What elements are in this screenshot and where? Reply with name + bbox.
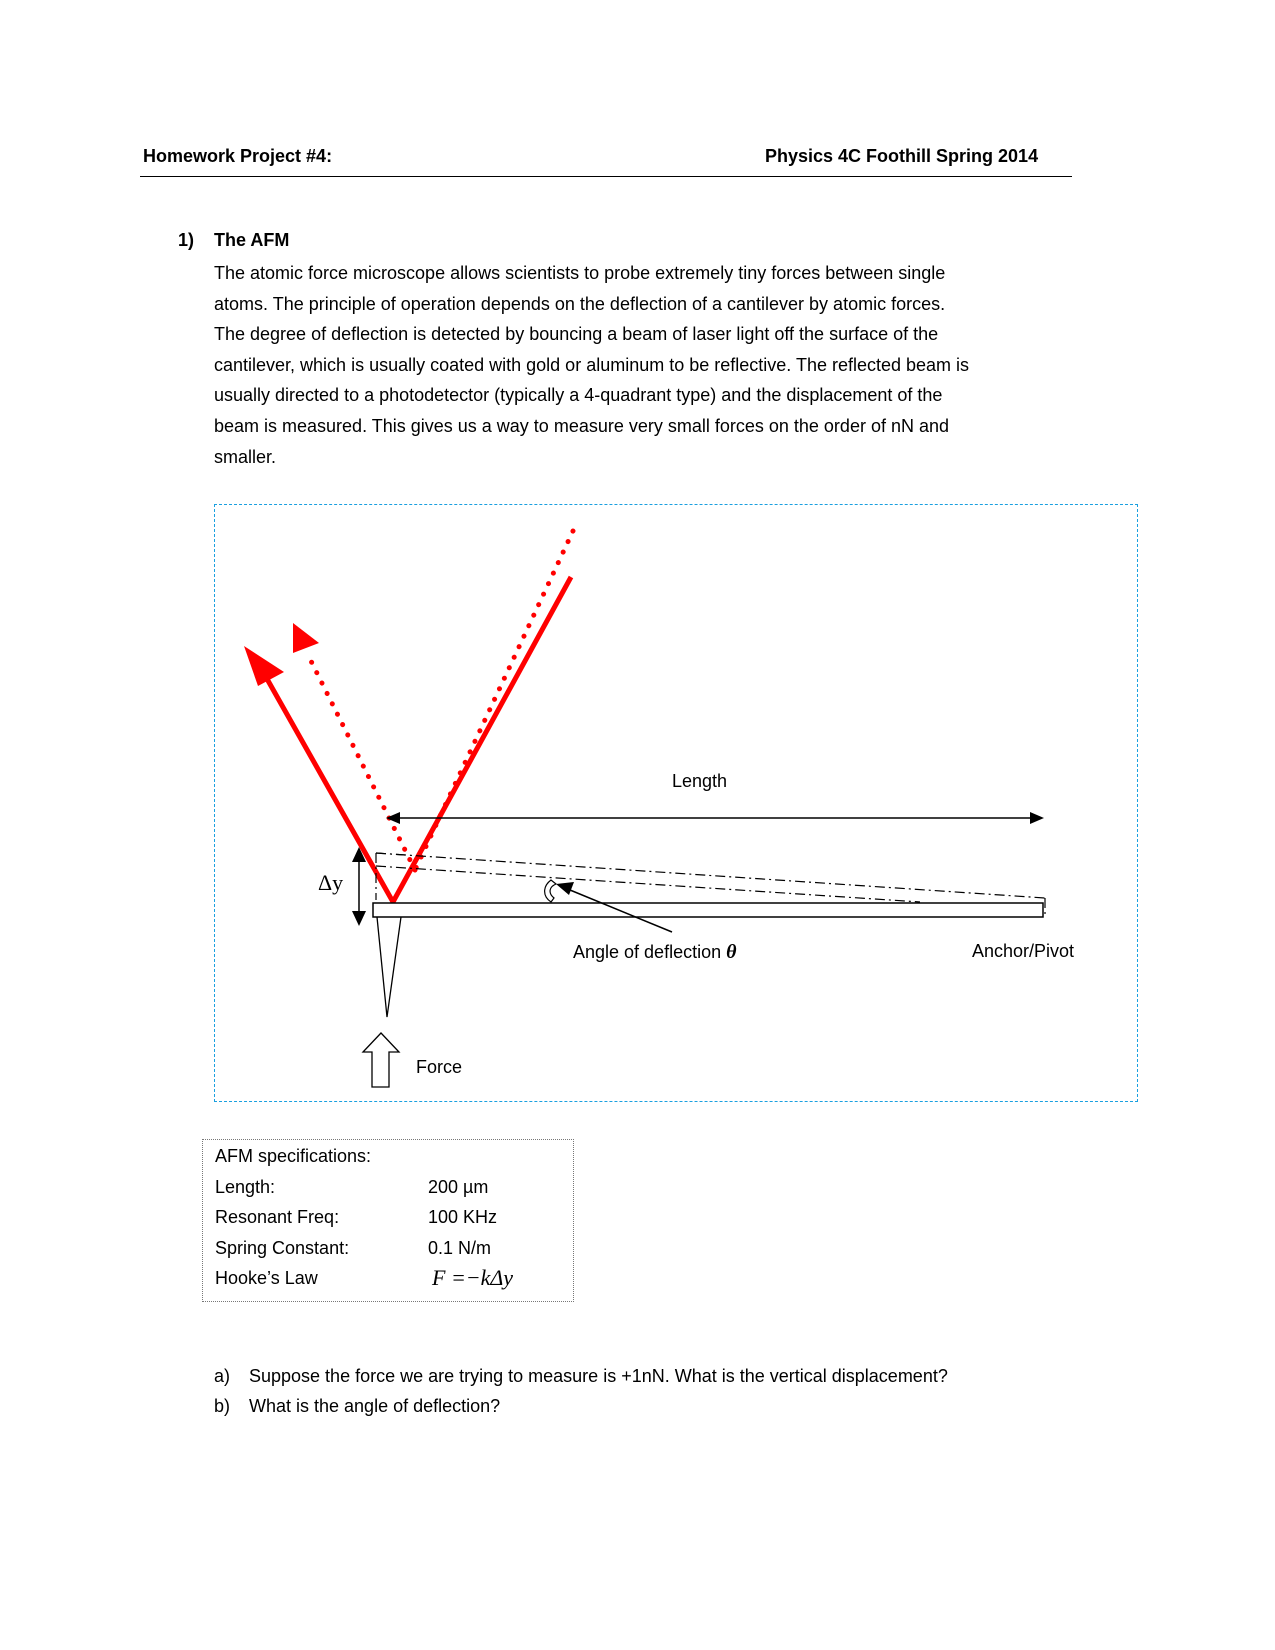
paragraph-line: beam is measured. This gives us a way to measure very small forces on the order of nN and	[214, 415, 950, 436]
header-right-title: Physics 4C Foothill Spring 2014	[765, 146, 1039, 166]
anchor-pivot-label: Anchor/Pivot	[972, 941, 1075, 961]
paragraph-line: The atomic force microscope allows scientists to probe extremely tiny forces between single	[214, 263, 946, 283]
spec-label-resonant-freq: Resonant Freq:	[215, 1207, 340, 1227]
paragraph-line: The degree of deflection is detected by bouncing a beam of laser light off the surface of the	[214, 324, 939, 345]
specs-title: AFM specifications:	[215, 1146, 372, 1166]
subquestion-a	[214, 1366, 948, 1387]
arrow-right-icon	[1030, 812, 1044, 824]
spec-label-spring-constant: Spring Constant:	[215, 1238, 350, 1258]
force-label: Force	[416, 1057, 463, 1077]
spec-label-length: Length:	[215, 1177, 276, 1197]
paragraph-line: cantilever, which is usually coated with gold or aluminum to be reflective. The reflected beam is	[214, 354, 970, 375]
spec-label-hookes-law: Hooke’s Law	[215, 1268, 318, 1288]
pointer-arrowhead-icon	[556, 882, 574, 895]
spec-value-spring-constant: 0.1 N/m	[428, 1238, 492, 1258]
theta-symbol: θ	[726, 941, 737, 963]
header-left-title: Homework Project #4:	[143, 146, 333, 166]
subquestion-text: What is the angle of deflection?	[249, 1396, 501, 1416]
subquestion-text: Suppose the force we are trying to measure is +1nN. What is the vertical displacement?	[249, 1366, 948, 1386]
curved-arrow-icon	[545, 880, 556, 902]
cantilever-beam	[373, 903, 1043, 917]
laser-arrowhead-icon	[244, 646, 284, 686]
length-label: Length	[672, 771, 728, 791]
afm-specifications-box	[202, 1139, 574, 1302]
paragraph-line: usually directed to a photodetector (typically a 4-quadrant type) and the displacement of the	[214, 385, 943, 406]
afm-tip	[377, 917, 401, 1017]
spec-value-hookes-law: F =−kΔy	[432, 1265, 514, 1290]
subquestion-letter: a)	[214, 1366, 231, 1386]
angle-label	[573, 941, 737, 964]
arrow-left-icon	[386, 812, 400, 824]
angle-label-text: Angle of deflection	[573, 942, 727, 962]
subquestion-letter: b)	[214, 1396, 231, 1416]
spec-value-resonant-freq: 100 KHz	[428, 1207, 498, 1227]
delta-y-label: Δy	[318, 870, 344, 895]
length-arrow	[386, 812, 1044, 824]
question-number: 1)	[178, 230, 195, 250]
spec-value-length: 200 µm	[428, 1177, 489, 1197]
laser-beam-dotted	[293, 531, 573, 871]
delta-y-arrow	[352, 847, 366, 926]
paragraph-line: atoms. The principle of operation depends on the deflection of a cantilever by atomic forces.	[214, 293, 946, 314]
laser-arrowhead-dotted-icon	[293, 623, 319, 653]
force-arrow-icon	[363, 1033, 399, 1087]
arrow-down-icon	[352, 911, 366, 926]
paragraph-line: smaller.	[214, 446, 277, 467]
question-title: The AFM	[214, 230, 290, 250]
subquestion-b	[214, 1396, 500, 1417]
